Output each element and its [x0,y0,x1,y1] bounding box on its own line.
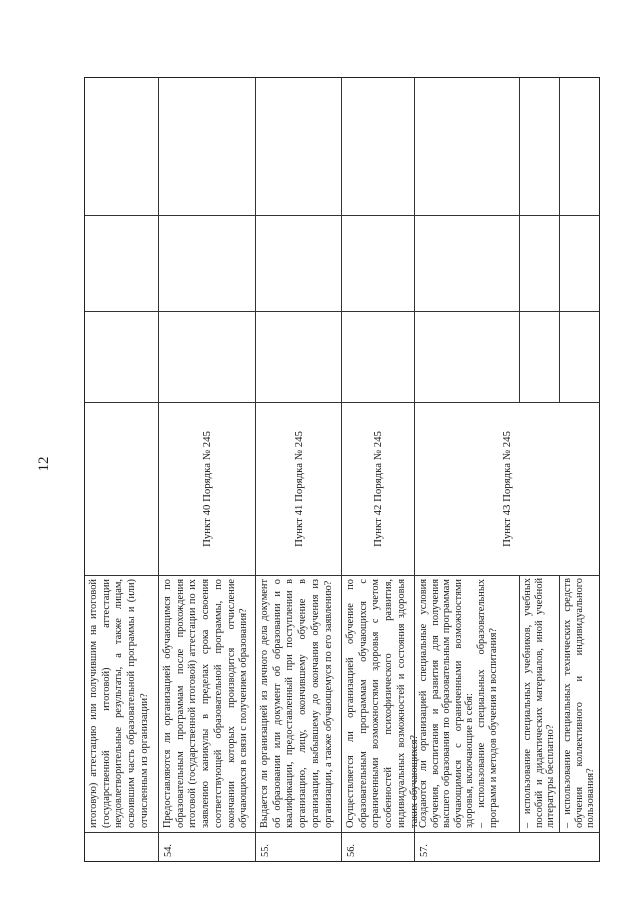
question-text: Предоставляются ли организацией обучающимся по образовательным программам после прохождения итоговой (государственной итоговой) аттестации по их заявлению каникулы в пределах срока освоения соответствующей образовательной программы, по окончании которых производится отчисление обучающихся в связи с получением образования? [159,576,256,833]
checklist-table [84,77,600,862]
reference-text: Пункт 40 Порядка № 245 [159,403,256,576]
row-number: 56. [346,844,357,857]
notes-cell [85,78,158,216]
table-row [158,78,255,861]
answer-cell [85,312,158,403]
question-text: Осуществляется ли организацией обучение по образовательным программам обучающихся с ограниченными возможностями здоровья с учетом особенностей психофизического развития, индивидуальных возможностей и состояния здоровья таких обучающихся? [342,576,415,833]
answer-cell [85,216,158,312]
subrow-divider [519,216,520,311]
reference-text: Пункт 43 Порядка № 245 [415,403,600,576]
subrow-divider [559,78,560,215]
notes-cell [415,78,600,216]
row-number: 57. [419,844,430,857]
question-subitem: – использование специальных технических средств обучения коллективного и индивидуального пользования? [559,575,600,832]
answer-cell [415,312,600,403]
question-text: Выдается ли организацией из личного дела документ об образовании или документ об образовании и о квалификации, предоставленный при поступлении в организацию, лицу, окончившему обучение в организации, выбывшему до окончания обучения из организации, а также обучающемуся по его заявлению? [256,576,342,833]
reference-text [85,403,158,576]
table-row [341,78,420,861]
notes-cell [256,78,342,216]
row-number [85,833,158,861]
subrow-divider [559,312,560,402]
table-row [255,78,341,861]
row-number: 55. [260,844,271,857]
subrow-divider [519,78,520,215]
reference-text: Пункт 42 Порядка № 245 [342,403,415,576]
notes-cell [159,78,256,216]
answer-cell [256,312,342,403]
subrow-divider [559,216,560,311]
answer-cell [415,216,600,312]
answer-cell [342,312,415,403]
answer-cell [159,312,256,403]
reference-text: Пункт 41 Порядка № 245 [256,403,342,576]
answer-cell [256,216,342,312]
question-subitem: – использование специальных учебников, учебных пособий и дидактических материалов, иной учебной литературы бесплатно? [519,575,559,832]
table-row [414,78,599,861]
notes-cell [342,78,415,216]
page-number: 12 [36,456,52,472]
subrow-divider [519,312,520,402]
question-text: Создаются ли организацией специальные условия обучения, воспитания и развития для получения высшего образования по образовательным программам обучающимися с ограниченными возможностями здоровья, включающие в себя: [418,579,476,828]
question-text: итоговую) аттестацию или получившим на итоговой (государственной итоговой) аттестации неудовлетворительные результаты, а также лицам, освоившим часть образовательной программы и (или) отчисленным из организации? [85,576,158,833]
question-subitem: – использование специальных образовательных программ и методов обучения и воспитания? [475,579,499,828]
answer-cell [342,216,415,312]
row-number: 54. [163,844,174,857]
question-cell [415,576,600,833]
table-row [85,78,158,861]
answer-cell [159,216,256,312]
